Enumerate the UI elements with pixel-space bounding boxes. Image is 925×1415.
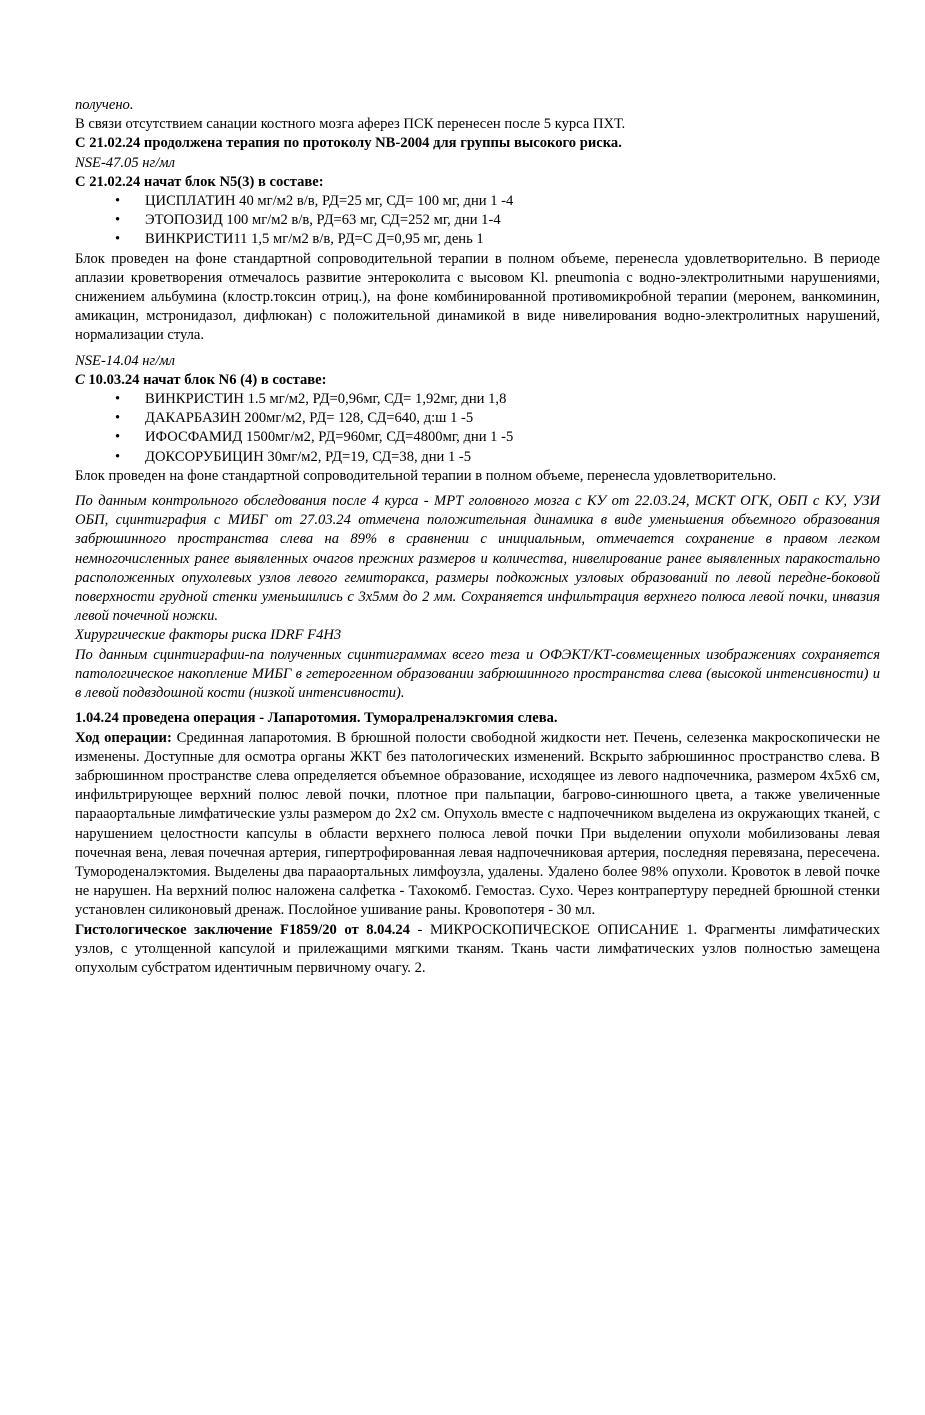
heading-text: 10.03.24 начат блок N6 (4) в составе:	[84, 371, 327, 388]
paragraph-control-exam: По данным контрольного обследования после 4 курса - МРТ головного мозга с КУ от 22.03.24, МСКТ ОГК, ОБП с КУ, УЗИ ОБП, сцинтиграфия с МИБГ от 27.03.24 отмечена положительная динамика в виде уменьшения объемного образования забрюшинного пространства слева на 89% в сравнении с инициальным, отмечается сохранение в правом легком немногочисленных ранее выявленных очагов прежних размеров и количества, нивелирование ранее выявленных паракостально расположенных опухолевых узлов левого гемиторакса, размеры подкожных узловых образований по левой передне-боковой поверхности грудной стенки уменьшились с 3х5мм до 2 мм. Сохраняется инфильтрация верхнего полюса левой почки, инвазия левой почечной ножки.	[75, 493, 880, 625]
list-item: • ВИНКРИСТИ11 1,5 мг/м2 в/в, РД=С Д=0,95 мг, день 1	[75, 230, 880, 249]
list-item: • ЭТОПОЗИД 100 мг/м2 в/в, РД=63 мг, СД=252 мг, дни 1-4	[75, 211, 880, 230]
list-item: • ИФОСФАМИД 1500мг/м2, РД=960мг, СД=4800мг, дни 1 -5	[75, 428, 880, 447]
paragraph-operation	[75, 729, 880, 921]
histology-label: Гистологическое заключение F1859/20 от 8.04.24	[75, 921, 410, 938]
nse-value-1: NSE-47.05 нг/мл	[75, 154, 175, 171]
paragraph-histology	[75, 921, 880, 979]
paragraph-apheresis: В связи отсутствием санации костного мозга аферез ПСК перенесен после 5 курса ПХТ.	[75, 116, 626, 133]
list-item: • ЦИСПЛАТИН 40 мг/м2 в/в, РД=25 мг, СД= 100 мг, дни 1 -4	[75, 192, 880, 211]
operation-text: Срединная лапаротомия. В брюшной полости свободной жидкости нет. Печень, селезенка макроскопически не изменены. Доступные для осмотра органы ЖКТ без патологических изменений. Вскрыто забрюшиннос пространство слева. В забрюшинном пространстве слева определяется объемное образование, исходящее из левого надпочечника, размером 4х5х6 см, инфильтрирующее верхний полюс левой почки, плотное при пальпации, багрово-синюшного цвета, а также увеличенные парааортальные лимфатические узлы размером до 2х2 см. Опухоль вместе с надпочечником выделена из окружающих тканей, с нарушением целостности капсулы в области верхнего полюса левой почки При выделении опухоли мобилизованы левая почечная вена, левая почечная артерия, гипертрофированная левая надпочечниковая артерия, последняя перевязана, пересечена. Тумороденалэктомия. Выделены два парааортальных лимфоузла, удалены. Удалено более 98% опухоли. Кровоток в левой почке не нарушен. На верхний полюс наложена салфетка - Тахокомб. Гемостаз. Сухо. Через контрапертуру передней брюшной стенки установлен силиконовый дренаж. Послойное ушивание раны. Кровопотеря - 30 мл.	[75, 729, 881, 919]
histology-text: - МИКРОСКОПИЧЕСКОЕ ОПИСАНИЕ 1. Фрагменты лимфатических узлов, с утолщенной капсулой и прилежащими мягкими тканям. Ткань части лимфатических узлов полностью замещена опухолым субстратом идентичным первичному очагу. 2.	[75, 921, 880, 976]
paragraph-scintigraphy: По данным сцинтиграфии-па полученных сцинтиграммах всего теза и ОФЭКТ/КТ-совмещенных изображениях сохраняется патологическое накопление МИБГ в гетерогенном образовании забрюшинного пространства слева (высокой интенсивности) и в левой подвздошной кости (низкой интенсивности).	[75, 646, 880, 702]
heading-block-6	[75, 371, 880, 390]
surgical-risk-factors: Хирургические факторы риска IDRF F4H3	[75, 627, 342, 644]
paragraph-block-6-result: Блок проведен на фоне стандартной сопроводительной терапии в полном объеме, перенесла удовлетворительно.	[75, 467, 777, 484]
document-page	[75, 96, 880, 978]
heading-operation: 1.04.24 проведена операция - Лапаротомия. Туморалреналэкгомия слева.	[75, 710, 558, 727]
block-6-drug-list	[75, 390, 880, 467]
heading-block-5: С 21.02.24 начат блок N5(3) в составе:	[75, 173, 324, 190]
paragraph-block-5-result: Блок проведен на фоне стандартной сопроводительной терапии в полном объеме, перенесла удовлетворительно. В периоде аплазии кроветворения отмечалось развитие энтероколита с высовом Kl. pneumonia с водно-электролитными нарушениями, снижением альбумина (клостр.токсин отриц.), на фоне комбинированной противомикробной терапии (меронем, ванкоминин, амикацин, мстронидазол, дифлюкан) с положительной динамикой в виде нивелирования водно-электролитных нарушений, нормализации стула.	[75, 250, 880, 344]
block-5-drug-list	[75, 192, 880, 250]
list-item: • ДОКСОРУБИЦИН 30мг/м2, РД=19, СД=38, дни 1 -5	[75, 448, 880, 467]
operation-label: Ход операции:	[75, 729, 172, 746]
list-item: • ДАКАРБАЗИН 200мг/м2, РД= 128, СД=640, д:ш 1 -5	[75, 409, 880, 428]
text-fragment: получено.	[75, 97, 134, 113]
nse-value-2: NSE-14.04 нг/мл	[75, 352, 175, 369]
list-item: • ВИНКРИСТИН 1.5 мг/м2, РД=0,96мг, СД= 1,92мг, дни 1,8	[75, 390, 880, 409]
heading-protocol: С 21.02.24 продолжена терапия по протоколу NB-2004 для группы высокого риска.	[75, 135, 622, 152]
heading-prefix: С	[75, 371, 85, 388]
